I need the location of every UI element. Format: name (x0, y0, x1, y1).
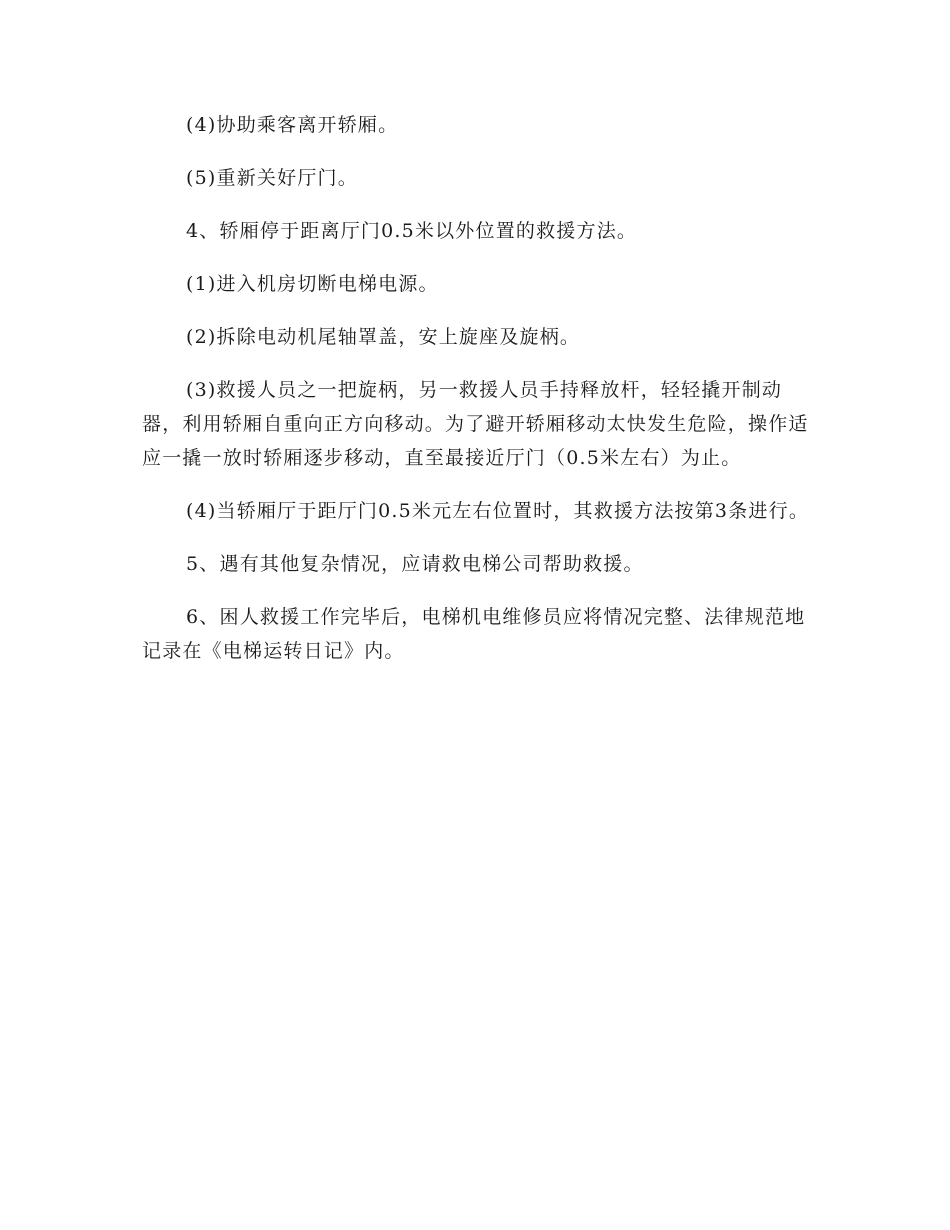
section-5-complex-cases: 5、遇有其他复杂情况，应请救电梯公司帮助救援。 (186, 553, 644, 575)
step-4-rescue-method: (4)当轿厢厅于距厅门0.5米元左右位置时，其救援方法按第3条进行。 (186, 500, 810, 522)
section-6-record: 6、困人救援工作完毕后，电梯机电维修员应将情况完整、法律规范地记录在《电梯运转日记》内。 (142, 606, 806, 662)
step-4-4-assist-passengers: (4)协助乘客离开轿厢。 (186, 114, 399, 136)
step-1-cut-power: (1)进入机房切断电梯电源。 (186, 273, 439, 295)
section-4-heading: 4、轿厢停于距离厅门0.5米以外位置的救援方法。 (186, 220, 638, 242)
document-body (142, 108, 810, 687)
step-2-remove-cover: (2)拆除电动机尾轴罩盖，安上旋座及旋柄。 (186, 326, 581, 348)
step-3-release-brake: (3)救援人员之一把旋柄，另一救援人员手持释放杆，轻轻撬开制动器，利用轿厢自重向正方向移动。为了避开轿厢移动太快发生危险，操作适应一撬一放时轿厢逐步移动，直至最接近厅门（0.5米左右）为止。 (142, 379, 809, 469)
step-4-5-close-doors: (5)重新关好厅门。 (186, 167, 358, 189)
